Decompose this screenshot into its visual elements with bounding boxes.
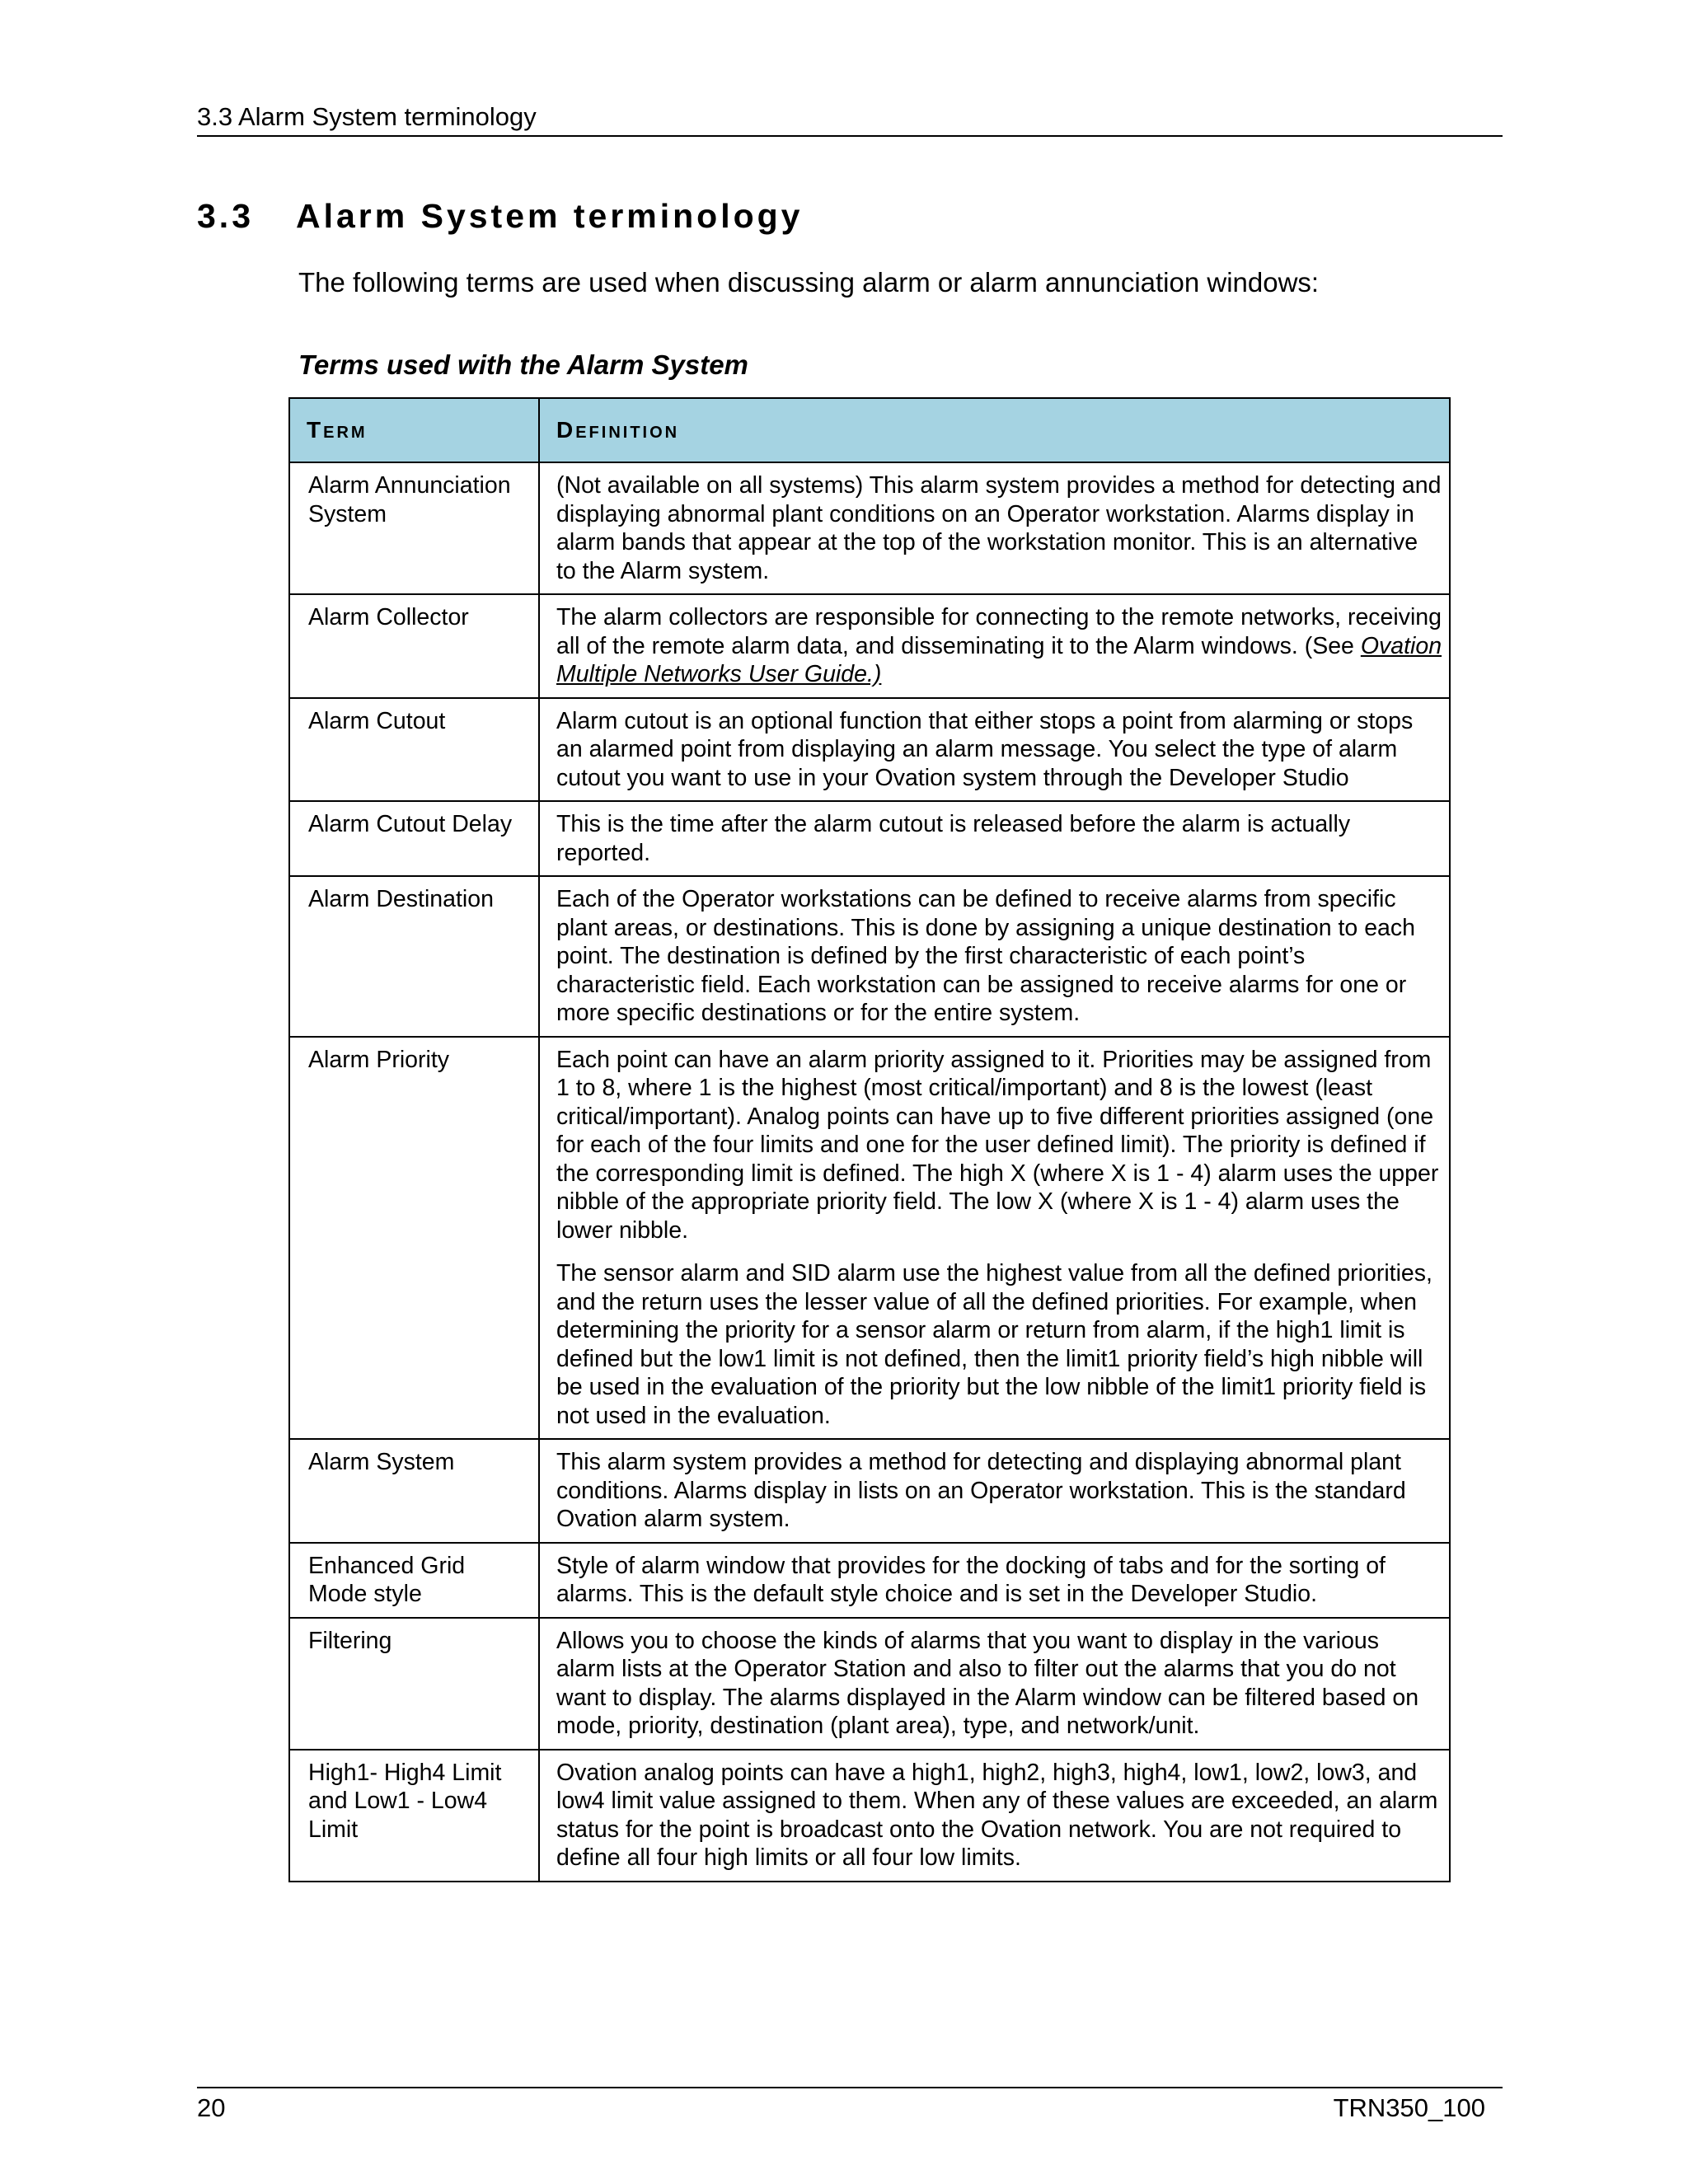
term-cell: Alarm Destination: [289, 876, 539, 1037]
definition-cell: [539, 1037, 1450, 1440]
term-cell: Filtering: [289, 1618, 539, 1750]
definition-paragraph: Each point can have an alarm priority assigned to it. Priorities may be assigned from 1 to 8, where 1 is the highest (most critical/important) and 8 is the lowest (least critical/important). Analog points can have up to five different priorities assigned (one for each of the four limits and one for the user defined limit). The priority is defined if the corresponding limit is defined. The high X (where X is 1 - 4) alarm uses the upper nibble of the appropriate priority field. The low X (where X is 1 - 4) alarm uses the lower nibble.: [556, 1046, 1439, 1244]
term-cell: Alarm Priority: [289, 1037, 539, 1440]
definition-cell: Style of alarm window that provides for the docking of tabs and for the sorting of alarms. This is the default style choice and is set in the Developer Studio.: [539, 1543, 1450, 1618]
definition-cell: Allows you to choose the kinds of alarms that you want to display in the various alarm lists at the Operator Station and also to filter out the alarms that you do not want to display. The alarms displayed in the Alarm window can be filtered based on mode, priority, destination (plant area), type, and network/unit.: [539, 1618, 1450, 1750]
table-row: [289, 1750, 1450, 1882]
intro-paragraph: The following terms are used when discussing alarm or alarm annunciation windows:: [298, 267, 1320, 298]
term-cell: Alarm System: [289, 1439, 539, 1543]
definition-cell: This alarm system provides a method for detecting and displaying abnormal plant conditions. Alarms display in lists on an Operator workstation. This is the standard Ovation alarm system.: [539, 1439, 1450, 1543]
definition-cell: (Not available on all systems) This alarm system provides a method for detecting and displaying abnormal plant conditions on an Operator workstation. Alarms display in alarm bands that appear at the top of the workstation monitor. This is an alternative to the Alarm system.: [539, 462, 1450, 594]
table-row: [289, 876, 1450, 1037]
definition-column-header: Definition: [539, 398, 1450, 462]
definition-cell: Each of the Operator workstations can be defined to receive alarms from specific plant areas, or destinations. This is done by assigning a unique destination to each point. The destination is defined by the first characteristic of each point’s characteristic field. Each workstation can be assigned to receive alarms for one or more specific destinations or for the entire system.: [539, 876, 1450, 1037]
term-cell: Alarm Cutout Delay: [289, 801, 539, 876]
term-column-header: Term: [289, 398, 539, 462]
table-header-row: [289, 398, 1450, 462]
table-row: [289, 801, 1450, 876]
definition-cell: Alarm cutout is an optional function that either stops a point from alarming or stops an alarmed point from displaying an alarm message. You select the type of alarm cutout you want to use in your Ovation system through the Developer Studio: [539, 698, 1450, 802]
document-id: TRN350_100: [1333, 2093, 1485, 2122]
term-cell: Enhanced Grid Mode style: [289, 1543, 539, 1618]
page-number: 20: [197, 2093, 226, 2122]
term-cell: Alarm Cutout: [289, 698, 539, 802]
terms-table: [288, 397, 1451, 1882]
header-rule: [197, 135, 1503, 137]
term-cell: Alarm Collector: [289, 594, 539, 698]
table-row: [289, 1037, 1450, 1440]
table-row: [289, 1439, 1450, 1543]
definition-text: The alarm collectors are responsible for connecting to the remote networks, receiving all of the remote alarm data, and disseminating it to the Alarm windows. (See: [556, 604, 1442, 659]
guide-reference-link[interactable]: Ovation Multiple Networks User Guide.): [556, 632, 1442, 687]
table-row: [289, 594, 1450, 698]
section-title: Alarm System terminology: [296, 197, 804, 235]
definition-paragraph: The sensor alarm and SID alarm use the highest value from all the defined priorities, and the return uses the lesser value of all the defined priorities. For example, when determining the priority for a sensor alarm or return from alarm, if the high1 limit is defined but the low1 limit is not defined, then the limit1 priority field’s high nibble will be used in the evaluation of the priority but the low nibble of the limit1 priority field is not used in the evaluation.: [556, 1260, 1432, 1429]
running-header: 3.3 Alarm System terminology: [197, 102, 537, 131]
table-row: [289, 462, 1450, 594]
definition-cell: [539, 594, 1450, 698]
table-row: [289, 1618, 1450, 1750]
term-cell: High1- High4 Limit and Low1 - Low4 Limit: [289, 1750, 539, 1882]
table-row: [289, 1543, 1450, 1618]
definition-cell: Ovation analog points can have a high1, high2, high3, high4, low1, low2, low3, and low4 limit value assigned to them. When any of these values are exceeded, an alarm status for the point is broadcast onto the Ovation network. You are not required to define all four high limits or all four low limits.: [539, 1750, 1450, 1882]
footer-rule: [197, 2087, 1503, 2088]
section-number: 3.3: [197, 197, 254, 235]
term-cell: Alarm Annunciation System: [289, 462, 539, 594]
definition-cell: This is the time after the alarm cutout is released before the alarm is actually reported.: [539, 801, 1450, 876]
table-row: [289, 698, 1450, 802]
section-heading: [197, 195, 804, 237]
table-caption: Terms used with the Alarm System: [298, 349, 748, 380]
